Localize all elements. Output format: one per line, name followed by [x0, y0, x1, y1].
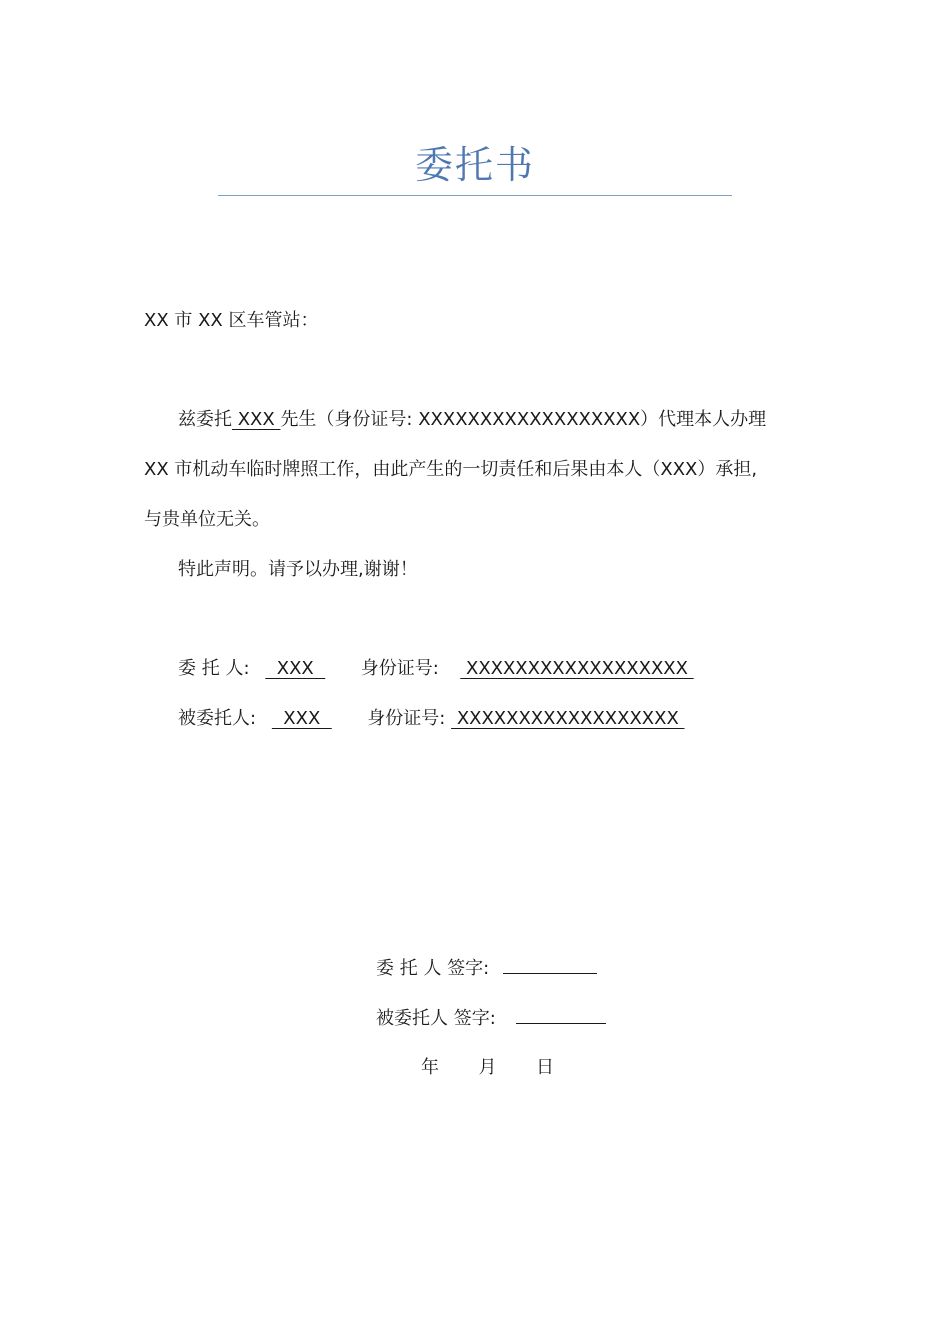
agent-info-row [178, 706, 685, 732]
agent-id-value: XXXXXXXXXXXXXXXXXX [451, 708, 685, 729]
principal-label: 委 托 人: [178, 658, 250, 679]
agent-id-label: 身份证号: [367, 708, 446, 729]
document-title: 委托书 [414, 143, 535, 187]
principal-name: XXX [265, 658, 326, 679]
date-month: 月 [478, 1057, 497, 1078]
agent-name-inline: XXX [232, 409, 281, 430]
date-row [421, 1055, 554, 1081]
date-day: 日 [535, 1057, 554, 1078]
declaration-paragraph: 特此声明。请予以办理,谢谢！ [178, 559, 418, 580]
title-underline [218, 195, 732, 196]
body-paragraph-line-1 [178, 407, 766, 433]
body-prefix: 兹委托 [178, 409, 232, 430]
principal-info-row [178, 656, 694, 682]
principal-id-label: 身份证号: [360, 658, 439, 679]
body-paragraph-line-2: XX 市机动车临时牌照工作，由此产生的一切责任和后果由本人（XXX）承担, [144, 459, 758, 480]
principal-signature-blank [503, 955, 597, 974]
date-year: 年 [421, 1057, 439, 1078]
principal-signature-row [376, 955, 597, 982]
principal-signature-label: 委 托 人 签字: [376, 958, 490, 979]
body-mid: 先生（身份证号: XXXXXXXXXXXXXXXXXX）代理本人办理 [280, 409, 767, 430]
agent-name: XXX [271, 708, 332, 729]
agent-signature-blank [516, 1005, 606, 1024]
addressee: XX 市 XX 区车管站： [144, 310, 319, 331]
principal-id-value: XXXXXXXXXXXXXXXXXX [460, 658, 694, 679]
agent-signature-row [376, 1005, 606, 1032]
agent-label: 被委托人: [178, 708, 257, 729]
body-paragraph-line-3: 与贵单位无关。 [144, 509, 270, 530]
agent-signature-label: 被委托人 签字: [376, 1008, 496, 1029]
